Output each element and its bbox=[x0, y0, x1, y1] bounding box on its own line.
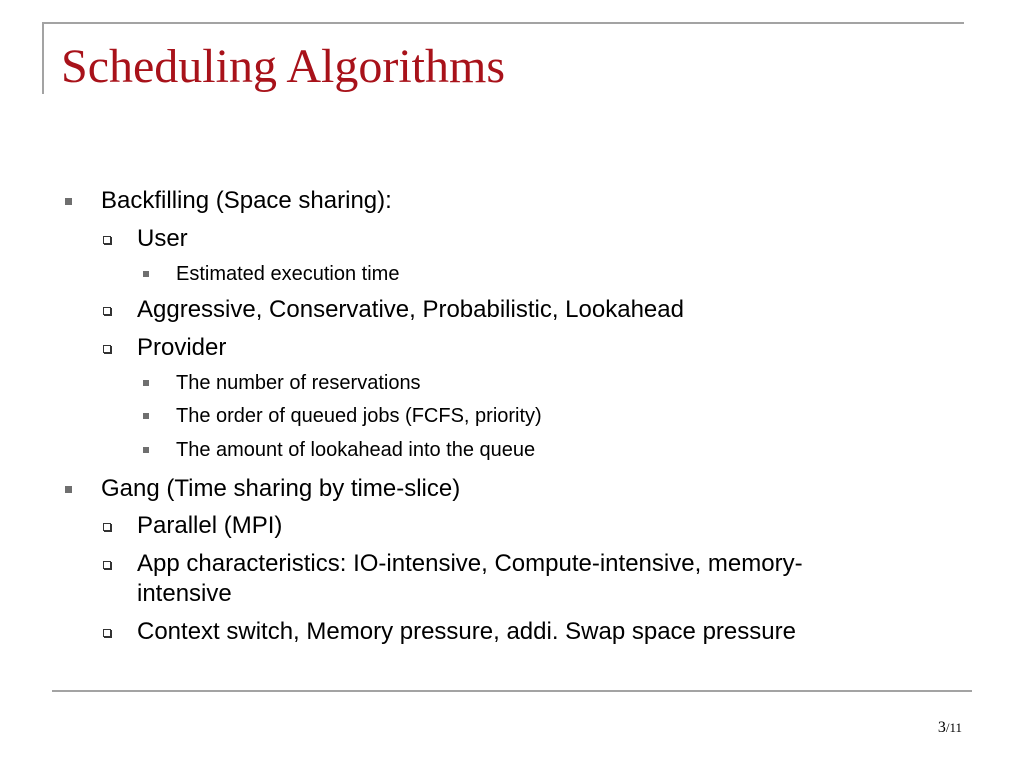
hollow-square-bullet-icon bbox=[103, 561, 111, 569]
list-item bbox=[176, 440, 535, 460]
hollow-square-bullet-icon bbox=[103, 236, 111, 244]
bullet-text: Backfilling (Space sharing): bbox=[101, 187, 392, 214]
list-item bbox=[176, 264, 399, 284]
bullet-text: Gang (Time sharing by time-slice) bbox=[101, 475, 461, 502]
hollow-square-bullet-icon bbox=[103, 345, 111, 353]
list-item bbox=[137, 336, 226, 360]
bullet-text: User bbox=[137, 225, 188, 252]
bullet-text: The number of reservations bbox=[176, 372, 421, 394]
page-number-separator: / bbox=[945, 720, 950, 735]
bullet-text: The order of queued jobs (FCFS, priority) bbox=[176, 405, 542, 427]
bullet-text: Aggressive, Conservative, Probabilistic, Lookahead bbox=[137, 296, 684, 323]
square-bullet-icon bbox=[65, 486, 72, 493]
footer-rule bbox=[52, 690, 972, 692]
list-item bbox=[137, 514, 282, 538]
bullet-text: Estimated execution time bbox=[176, 263, 400, 285]
square-bullet-icon bbox=[65, 198, 72, 205]
list-item bbox=[137, 552, 803, 576]
list-item bbox=[176, 373, 421, 393]
bullet-text: Parallel (MPI) bbox=[137, 512, 283, 539]
page-number-current: 3 bbox=[937, 719, 946, 736]
list-item bbox=[137, 298, 684, 322]
hollow-square-bullet-icon bbox=[103, 307, 111, 315]
slide-frame-left-rule bbox=[42, 22, 44, 94]
bullet-text: intensive bbox=[137, 580, 232, 607]
page-number bbox=[938, 720, 962, 736]
list-item bbox=[101, 477, 460, 501]
slide-title: Scheduling Algorithms bbox=[61, 40, 505, 93]
bullet-text: Context switch, Memory pressure, addi. Swap space pressure bbox=[137, 618, 796, 645]
square-bullet-icon bbox=[143, 271, 149, 277]
bullet-text: The amount of lookahead into the queue bbox=[176, 439, 536, 461]
list-item bbox=[176, 406, 542, 426]
hollow-square-bullet-icon bbox=[103, 523, 111, 531]
slide-frame-top-rule bbox=[42, 22, 964, 24]
page-number-total: 11 bbox=[949, 720, 962, 735]
bullet-text: App characteristics: IO-intensive, Compute-intensive, memory- bbox=[137, 550, 803, 577]
square-bullet-icon bbox=[143, 447, 149, 453]
list-item bbox=[137, 620, 796, 644]
square-bullet-icon bbox=[143, 413, 149, 419]
square-bullet-icon bbox=[143, 380, 149, 386]
list-item-continuation bbox=[137, 582, 232, 606]
list-item bbox=[101, 189, 392, 213]
bullet-text: Provider bbox=[137, 334, 227, 361]
hollow-square-bullet-icon bbox=[103, 629, 111, 637]
list-item bbox=[137, 227, 188, 251]
